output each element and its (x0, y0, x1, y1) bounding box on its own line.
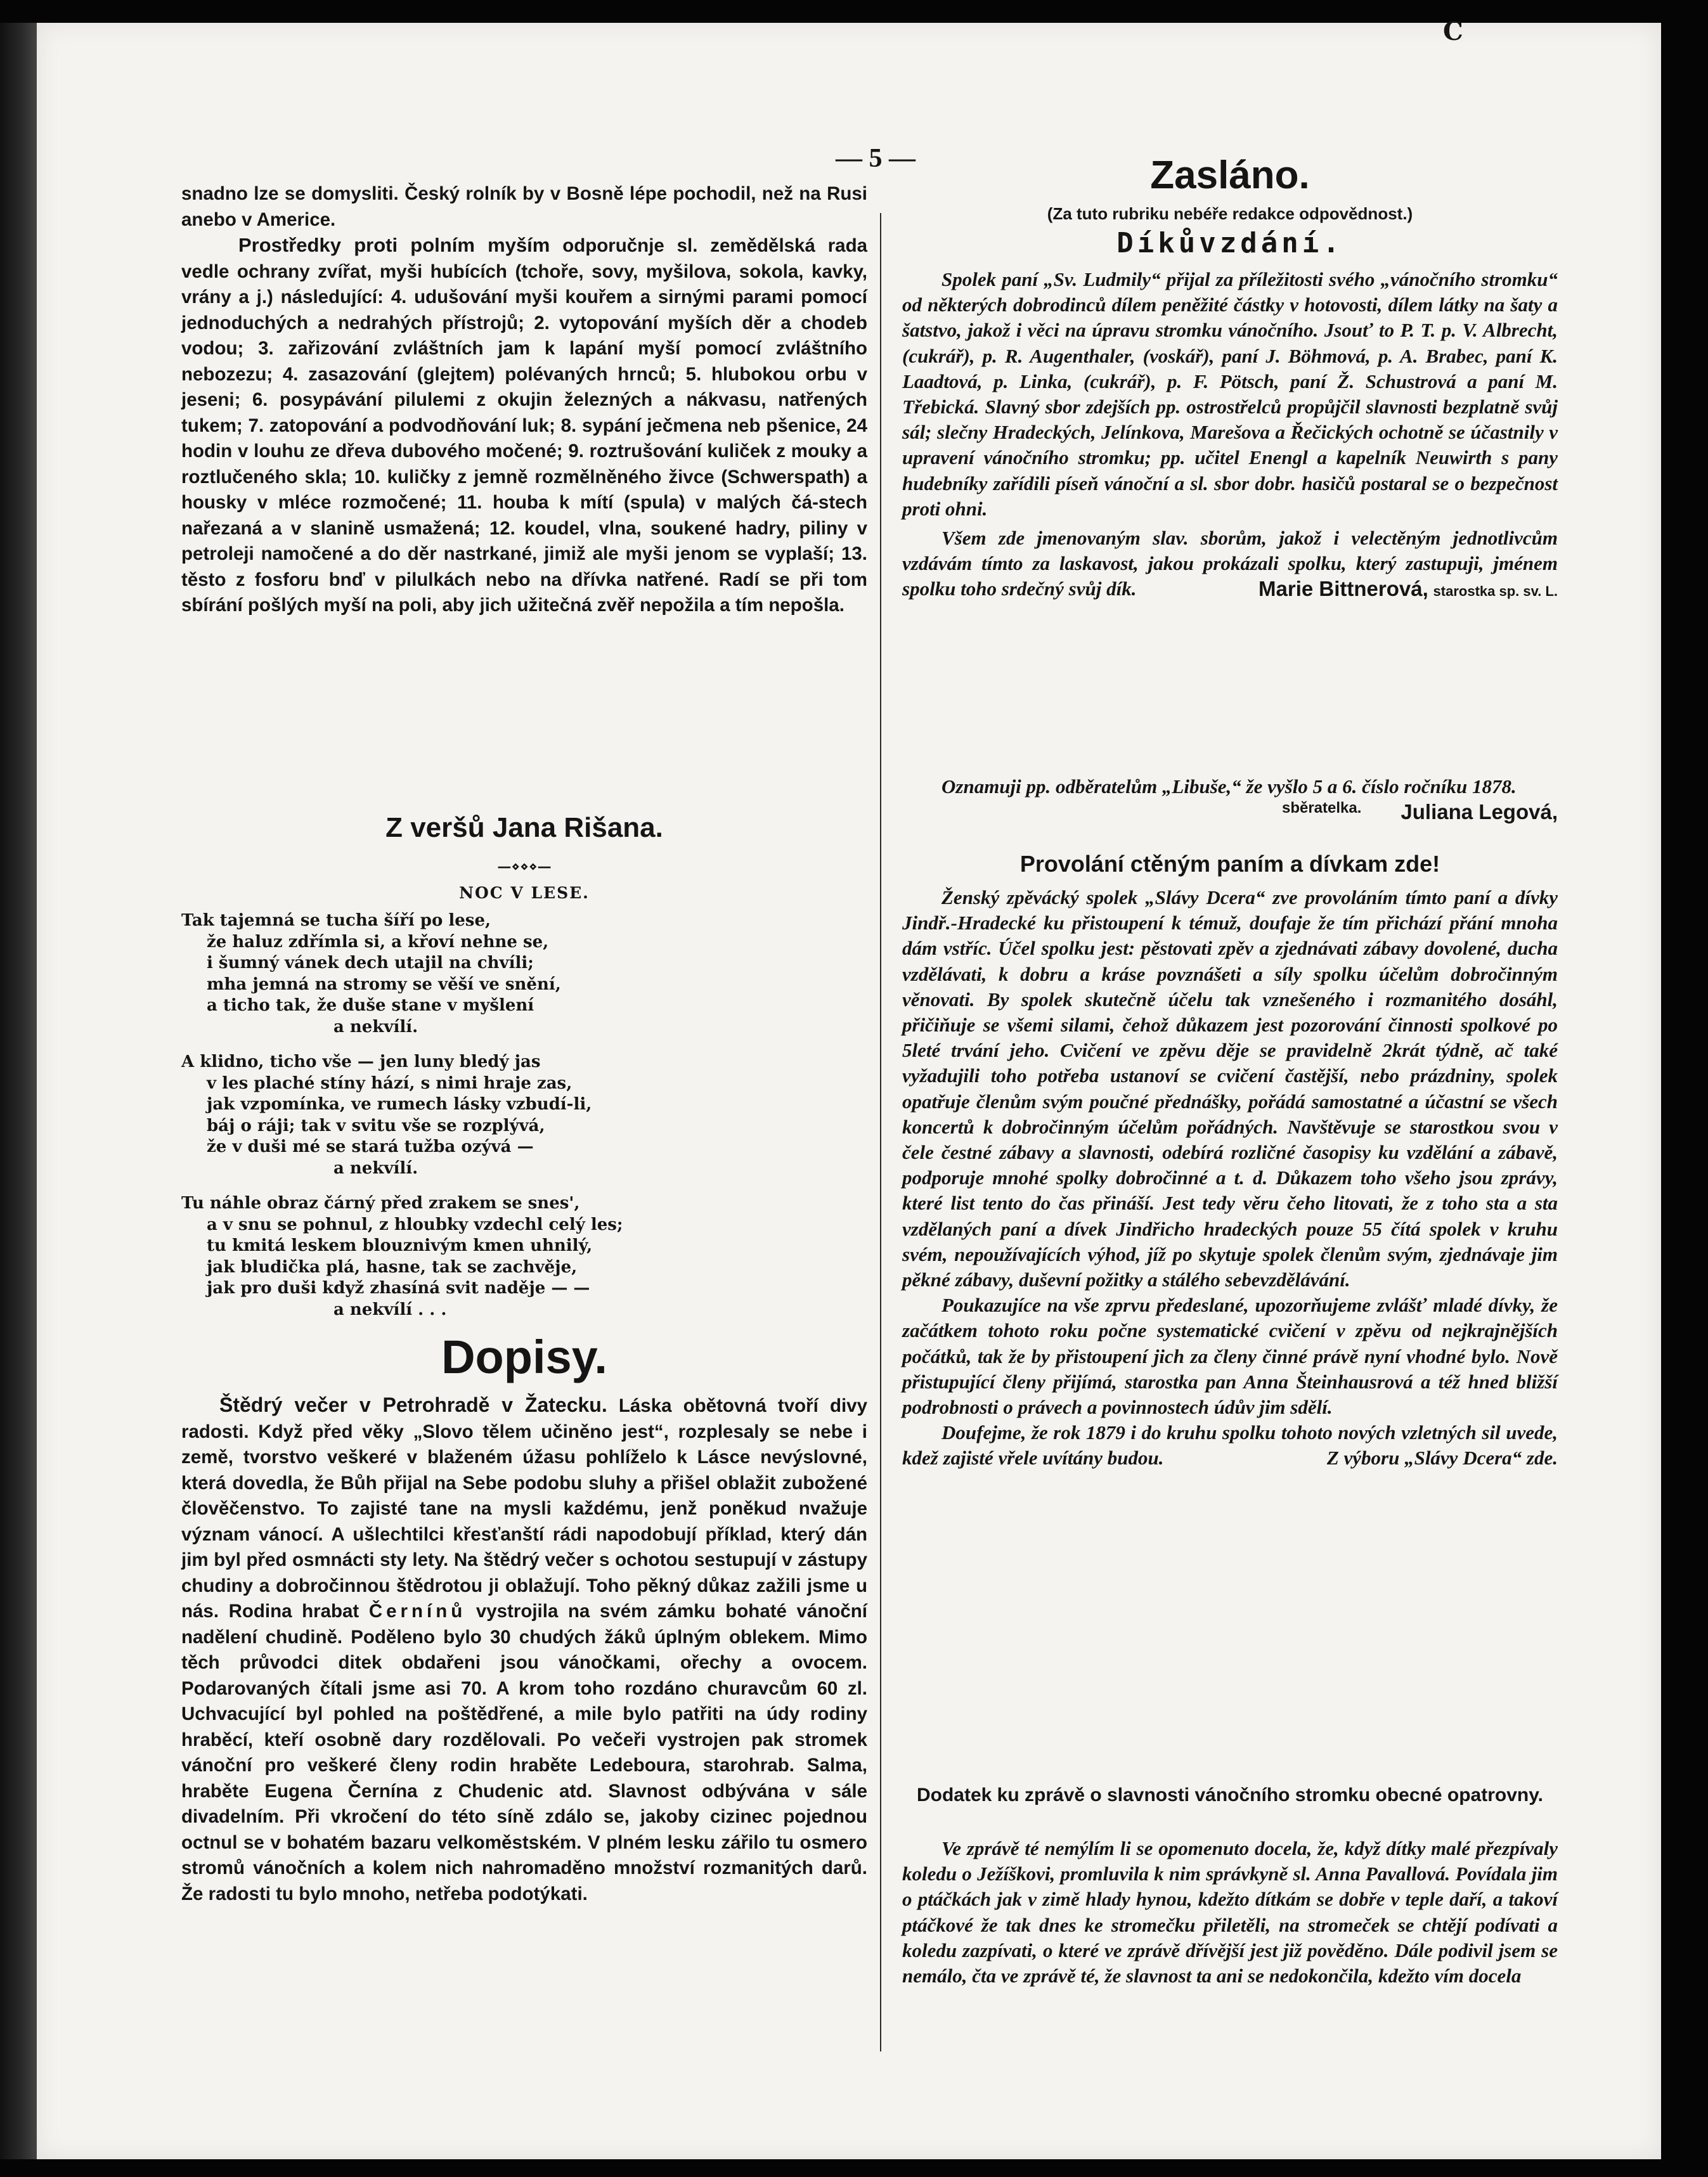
mice-paragraph (181, 233, 867, 619)
stanza-3 (181, 1193, 867, 1321)
poem-refrain: a nekvílí. (333, 1017, 418, 1037)
poem-line: Tak tajemná se tucha šíří po lese, (181, 911, 491, 930)
stanza-1 (181, 910, 867, 1038)
poem-line: v les plaché stíny hází, s nimi hraje zas, (207, 1073, 573, 1093)
letter-text-a: Láska obětovná tvoří divy radosti. Když před věky „Slovo tělem učiněno jest“, rozplesaly se nebe i země, tvorstvo veškeré v blaženém úžasu pohlíželo k Lásce nevýslovné, která dovedla, že Bůh přijal na Sebe podobu sluhy a přišel oblažit zubožené člověčenstvo. To zajisté tane na mysli každému, jenž poněkud nvažuje význam vánocí. A ušlechtilci křesťanští rádi napodobují příklad, který dán jim byl před osmnácti sty lety. Na štědrý večer s ochotou sestupují v zástupy chudiny a dobročinnou štědrotou ji oblažují. Toho pěkný důkaz zažili jsme u nás. Rodina hrabat (181, 1395, 867, 1622)
column-rule (880, 213, 881, 2051)
poem (181, 910, 867, 1321)
corner-mark: C (1443, 16, 1463, 46)
letter-text-b: vystrojila na svém zámku bohaté vánoční nadělení chudině. Poděleno bylo 30 chudých žáků úplným oblekem. Mimo těch průvodci ditek obdařeni jsou vánočkami, ořechy a ovocem. Podarovaných čítali jsme asi 70. A krom toho rozdáno churavcům 60 zl. Uchvacující byl pohled na poštědřené, a mile bylo patřiti na údy rodiny hraběcí, kteří osobně dary rozdělovali. Po večeři vystrojen pak stromek vánoční pro veškeré členy rodin hraběte Ledeboura, starohrab. Salma, hraběte Eugena Černína z Chudenic atd. Slavnost odbývána v sále divadelním. Při vkročení do této síně zdálo se, jakoby cizinec pojednou octnul se v bohatém bazaru velkoměstském. V plném lesku zářilo tu osmero stromů vánočních a kolem nich nahromaděno množství rozmanitých darů. Že radosti tu bylo mnoho, netřeba podotýkati. (181, 1601, 867, 1904)
mice-lead: Prostředky proti polním myším (238, 234, 550, 256)
appeal-paragraph-3 (902, 1420, 1558, 1471)
appeal-text-3: Doufejme, že rok 1879 i do kruhu spolku tohoto nových vzletných sil uvede, kdež zajisté vřele uvítány budou. (902, 1421, 1558, 1470)
letter-name: Černínů (368, 1601, 467, 1622)
poem-line: báj o ráji; tak v svitu vše se rozplývá, (207, 1116, 545, 1135)
notice-role: sběratelka. (1281, 799, 1362, 817)
intro-paragraph: snadno lze se domysliti. Český rolník by v Bosně lépe pochodil, než na Rusi anebo v Americe. (181, 183, 867, 230)
poem-line: a v snu se pohnul, z hloubky vzdechl celý les; (207, 1215, 623, 1234)
stanza-2 (181, 1052, 867, 1179)
poem-line: jak pro duši když zhasíná svit naděje — — (207, 1279, 590, 1298)
poem-line: A klidno, ticho vše — jen luny bledý jas (181, 1052, 541, 1071)
letter-lead: Štědrý večer v Petrohradě v Žatecku. (219, 1393, 607, 1416)
appeal-signature: Z výboru „Slávy Dcera“ zde. (1326, 1447, 1558, 1470)
poem-title: NOC V LESE. (459, 884, 590, 902)
notice-text: Oznamuji pp. odběratelům „Libuše,“ že vyšlo 5 a 6. číslo ročníku 1878. (941, 775, 1517, 798)
mice-text: odporučnje sl. zemědělská rada vedle ochrany zvířat, myši hubících (tchoře, sovy, myšilova, sokola, kavky, vrány a j.) následující: 4. udušování myši kouřem a sirnými parami pomocí jednoduchých a nedrahých přístrojů; 2. vytopování myších děr a chodeb vodou; 3. zařizování zvláštních jam k lapání myší pomocí zvláštního nebozezu; 4. zasazování (glejtem) polévaných hrnců; 5. hlubokou orbu v jeseni; 6. posypávání pilulemi z okujin železných a nákvasu, natřených tukem; 7. zatopování a podvodňování luk; 8. sypání ječmena neb pšenice, 24 hodin v louhu ze dřeva dubového močené; 9. roztrušování kuliček z mouky a roztlučeného skla; 10. kuličky z jemně rozmělněného živce (Schwerspath) a housky v mléce rozmočené; 11. houba k mítí (spula) v malých čá-stech nařezaná a v slanině usmažená; 12. koudel, vlna, soukené hadry, piliny v petroleji namočené a do děr nastrkané, jimiž ale myši jenom se vyplaší; 13. těsto z fosforu bnď v pilulkách nebo na dřívka natřené. Radí se při tom sbírání pošlých myší na poli, aby jich užitečná zvěř nepožila a tím nepošla. (181, 235, 868, 616)
addendum-paragraph: Ve zprávě té nemýlím li se opomenuto docela, že, když dítky malé přezpívaly koledu o Ježíškovi, promluvila k nim správkyně sl. Anna Pavallová. Povídala jim o ptáčkách jak v zimě hlady hynou, kdežto dítkám se dobře v teple daří, a takoví ptáčkové že tak dnes ke stromečku přiletěli, na stromeček se chtějí podívati a koledu zazpívati, o které ve zprávě dřívější jest již pověděno. Dále podivil jsem se nemálo, čta ve zprávě té, že slavnost ta ani se nedokončila, kdežto vím docela (902, 1837, 1558, 1987)
thanks-text: Všem zde jmenovaným slav. sborům, jakož i velectěným jednotlivcům vzdávám tímto za laskavost, jakou prokázali spolku, který zastupuji, jménem spolku toho srdečný svůj dík. (902, 527, 1558, 600)
addendum-title: Dodatek ku zprávě o slavnosti vánočního stromku obecné opatrovny. (916, 1785, 1543, 1806)
ornament: —⋄⋄⋄— (497, 858, 552, 875)
thanks-role: starostka sp. sv. L. (1433, 583, 1558, 600)
dopisy-title: Dopisy. (441, 1331, 607, 1383)
poem-refrain: a nekvílí. (333, 1158, 418, 1178)
poem-line: a ticho tak, že duše stane v myšlení (207, 996, 534, 1015)
poem-line: že haluz zdřímla si, a křoví nehne se, (207, 932, 549, 952)
zaslano-title: Zasláno. (1150, 153, 1310, 197)
thanks-signature: Marie Bittnerová, (1258, 577, 1428, 601)
poem-line: jak bludička plá, hasne, tak se zachvěje, (207, 1257, 578, 1277)
appeal-title: Provolání ctěným paním a dívkam zde! (1019, 851, 1440, 877)
thanks-paragraph-2 (902, 526, 1558, 602)
newspaper-page (37, 16, 1661, 2159)
poem-line: jak vzpomínka, ve rumech lásky vzbudí-li, (207, 1095, 592, 1114)
notice-signature: Juliana Legová, (1401, 800, 1558, 824)
thanks-paragraph-1: Spolek paní „Sv. Ludmily“ přijal za příležitosti svého „vánočního stromku“ od některých dobrodinců dílem peněžité částky v hotovosti, dílem látky na šaty a šatstvo, jakož i věci na úpravu stromku vánočního. Jsouť to P. T. p. V. Albrecht, (cukrář), p. R. Augenthaler, (voskář), paní J. Böhmová, p. A. Brabec, paní K. Laadtová, p. Linka, (cukrář), p. F. Pötsch, paní Ž. Schustrová a paní M. Třebická. Slavný sbor zdejších pp. ostrostřelců propůjčil slavnosti bezplatně svůj sál; slečny Hradeckých, Jelínkova, Marešova a Řečických ochotně se účastnily v upravení vánočního stromku; pp. učitel Enengl a kapelník Neuwirth s pany hudebníky zařídili píseň vánoční a sl. sbor dobr. hasičů postaral se o bezpečnost proti ohni. (902, 268, 1558, 520)
poem-line: že v duši mé se stará tužba ozývá — (207, 1137, 534, 1156)
appeal-paragraph-2: Poukazujíce na vše zprvu předeslané, upozorňujeme zvlášť mladé dívky, že začátkem tohoto roku počne systematické cvičení v zpěvu od nejkrajnějších počátků, tak že by přistoupení jich za členy činné právě nyní vhodné bylo. Nově přistupující členy přijímá, starostka pan Anna Šteinhausrová a též hned bližší podrobnosti o právech a povinnostech údův jim sdělí. (902, 1294, 1558, 1419)
poem-refrain: a nekvílí . . . (333, 1300, 447, 1319)
page-number: — 5 — (836, 144, 915, 173)
letter-paragraph (181, 1392, 867, 1907)
dikuvzdani-heading: Díkůvzdání. (1116, 227, 1343, 259)
editorial-disclaimer: (Za tuto rubriku nebéře redakce odpovědnost.) (1047, 204, 1413, 223)
verse-section-title: Z veršů Jana Rišana. (385, 812, 663, 843)
poem-line: i šumný vánek dech utajil na chvíli; (207, 953, 534, 972)
poem-line: Tu náhle obraz čárný před zrakem se snes', (181, 1194, 580, 1213)
poem-line: tu kmitá leskem blouznivým kmen uhnilý, (207, 1236, 593, 1255)
poem-line: mha jemná na stromy se věší ve snění, (207, 974, 561, 994)
appeal-paragraph-1: Ženský zpěvácký spolek „Slávy Dcera“ zve provoláním tímto paní a dívky Jindř.-Hradecké ku přistoupení k témuž, doufaje že tím přichází přání mnoha dám vstříc. Účel spolku jest: pěstovati zpěv a zjednávati zábavy dovolené, ducha vzdělávati, k dobru a kráse povznášeti a síly spolku účelům dobročinným věnovati. By spolek skutečně účelu tak vznešeného i rozmanitého dosáhl, přičiňuje se všemi silami, čehož důkazem jest pozorování činnosti spolkové po 5leté trvání jeho. Cvičení ve zpěvu děje se pravidelně 2krát týdně, ač také vyžadujili toho potřeba ustanoví se cvičení častější, nebo prázdniny, spolek opatřuje členům svým poučné přednášky, pořádá samostatné a účastní se všech koncertů k dobročinným účelům pořádných. Navštěvuje se starostkou svou v čele čestné zábavy a slavnosti, odebírá rozličné časopisy ku vzdělání a zábavě, podporuje mnohé spolky dobročinné a t. d. Důkazem toho všeho jsou zprávy, které list tento do čas přináší. Jest tedy věru čeho litovati, že z toho sta a sta vzdělaných paní a dívek Jindřicho hradeckých pouze 55 čítá spolek v kruhu svém, nepoužívajících výhod, jíž po skytuje spolek členům svým, zjednávaje jim pěkné zábavy, duševní požitky a stálého sebevzdělávání. (902, 886, 1558, 1291)
